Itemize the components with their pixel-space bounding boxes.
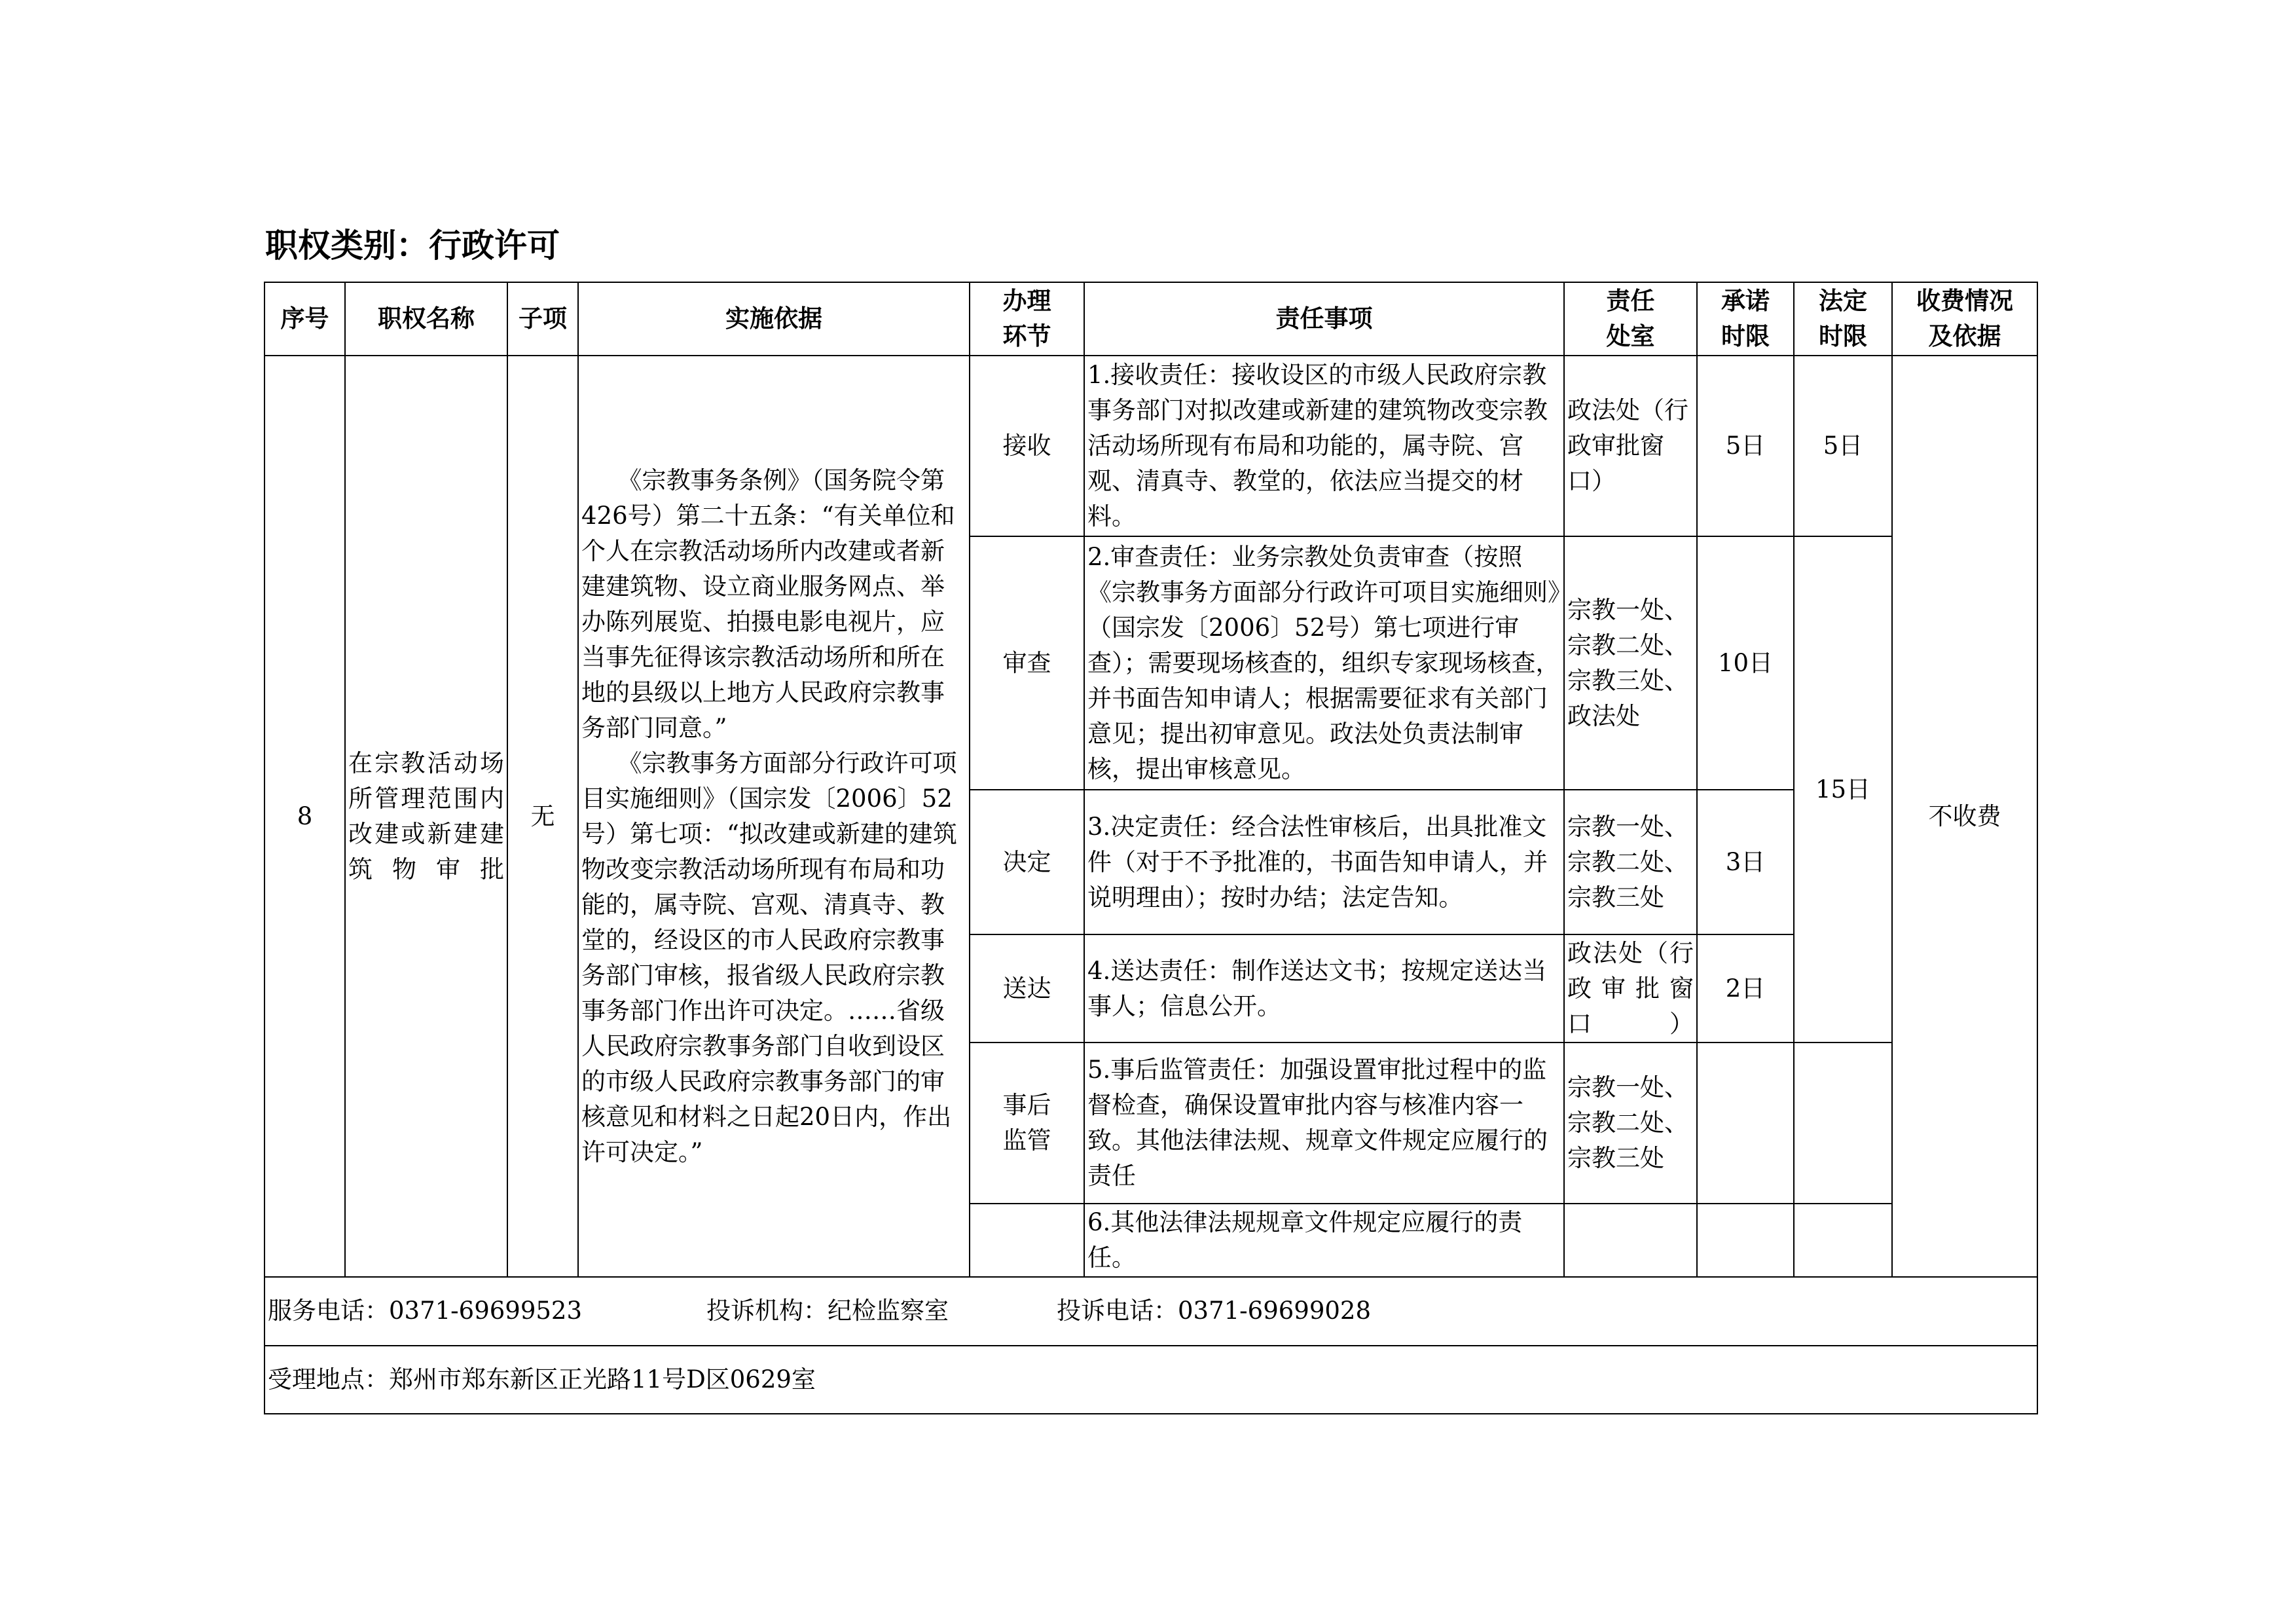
footer-address-row — [264, 1346, 2037, 1414]
cell-dept: 宗教一处、宗教二处、宗教三处 — [1564, 1043, 1697, 1204]
basis-paragraph-2: 《宗教事务方面部分行政许可项目实施细则》（国宗发〔2006〕52号）第七项：“拟改建或新建的建筑物改变宗教活动场所现有布局和功能的，属寺院、宫观、清真寺、教堂的，经设区的市人民政府宗教事务部门审核，报省级人民政府宗教事务部门作出许可决定。……省级人民政府宗教事务部门自收到设区的市级人民政府宗教事务部门的审核意见和材料之日起20日内，作出许可决定。” — [581, 748, 957, 1166]
cell-duty: 2.审查责任：业务宗教处负责审查（按照《宗教事务方面部分行政许可项目实施细则》（国宗发〔2006〕52号）第七项进行审查）；需要现场核查的，组织专家现场核查，并书面告知申请人；根据需要征求有关部门意见；提出初审意见。政法处负责法制审核，提出审核意见。 — [1084, 536, 1564, 790]
table-header-row — [264, 282, 2037, 356]
cell-name: 在宗教活动场所管理范围内改建或新建建筑物审批 — [345, 356, 507, 1277]
cell-stage: 审查 — [970, 536, 1084, 790]
cell-legal — [1794, 1043, 1892, 1204]
table-row — [264, 356, 2037, 536]
cell-stage: 送达 — [970, 934, 1084, 1043]
header-legal-text: 法定时限 — [1819, 287, 1867, 351]
basis-paragraph-1: 《宗教事务条例》（国务院令第426号）第二十五条：“有关单位和个人在宗教活动场所内改建或者新建建筑物、设立商业服务网点、举办陈列展览、拍摄电影电视片，应当事先征得该宗教活动场所和所在地的县级以上地方人民政府宗教事务部门同意。” — [581, 466, 955, 742]
page-title: 职权类别：行政许可 — [265, 227, 560, 265]
header-duty: 责任事项 — [1084, 282, 1564, 356]
cell-dept: 政法处（行政审批窗口） — [1564, 356, 1697, 536]
header-stage-text: 办理环节 — [1002, 287, 1051, 351]
complaint-org: 投诉机构：纪检监察室 — [706, 1297, 949, 1325]
cell-legal — [1794, 1204, 1892, 1277]
cell-promise: 3日 — [1697, 790, 1794, 934]
footer-contact — [264, 1277, 2037, 1345]
cell-stage: 决定 — [970, 790, 1084, 934]
cell-no: 8 — [264, 356, 345, 1277]
authority-table — [264, 282, 2038, 1414]
cell-dept: 政法处（行政审批窗口） — [1564, 934, 1697, 1043]
cell-legal: 5日 — [1794, 356, 1892, 536]
cell-promise: 10日 — [1697, 536, 1794, 790]
cell-dept: 宗教一处、宗教二处、宗教三处 — [1564, 790, 1697, 934]
cell-duty: 6.其他法律法规规章文件规定应履行的责任。 — [1084, 1204, 1564, 1277]
header-subitem: 子项 — [507, 282, 578, 356]
footer-contact-row — [264, 1277, 2037, 1345]
cell-dept: 宗教一处、宗教二处、宗教三处、政法处 — [1564, 536, 1697, 790]
header-dept — [1564, 282, 1697, 356]
cell-stage — [970, 1043, 1084, 1204]
cell-subitem: 无 — [507, 356, 578, 1277]
cell-dept — [1564, 1204, 1697, 1277]
header-promise — [1697, 282, 1794, 356]
header-fee-text: 收费情况及依据 — [1916, 287, 2013, 351]
header-legal — [1794, 282, 1892, 356]
complaint-phone: 投诉电话：0371-69699028 — [1057, 1297, 1371, 1325]
cell-stage — [970, 1204, 1084, 1277]
header-fee — [1892, 282, 2037, 356]
service-phone: 服务电话：0371-69699523 — [268, 1297, 582, 1325]
cell-promise: 2日 — [1697, 934, 1794, 1043]
footer-address: 受理地点：郑州市郑东新区正光路11号D区0629室 — [264, 1346, 2037, 1414]
header-dept-text: 责任处室 — [1606, 287, 1655, 351]
header-stage — [970, 282, 1084, 356]
cell-fee: 不收费 — [1892, 356, 2037, 1277]
header-basis: 实施依据 — [578, 282, 970, 356]
cell-promise — [1697, 1204, 1794, 1277]
cell-promise: 5日 — [1697, 356, 1794, 536]
stage-text: 事后监管 — [1002, 1091, 1051, 1155]
cell-duty: 5.事后监管责任：加强设置审批过程中的监督检查，确保设置审批内容与核准内容一致。其他法律法规、规章文件规定应履行的责任 — [1084, 1043, 1564, 1204]
header-name: 职权名称 — [345, 282, 507, 356]
cell-duty: 1.接收责任：接收设区的市级人民政府宗教事务部门对拟改建或新建的建筑物改变宗教活动场所现有布局和功能的，属寺院、宫观、清真寺、教堂的，依法应当提交的材料。 — [1084, 356, 1564, 536]
cell-promise — [1697, 1043, 1794, 1204]
cell-basis — [578, 356, 970, 1277]
cell-legal-merged: 15日 — [1794, 536, 1892, 1043]
header-no: 序号 — [264, 282, 345, 356]
cell-duty: 3.决定责任：经合法性审核后，出具批准文件（对于不予批准的，书面告知申请人，并说明理由）；按时办结；法定告知。 — [1084, 790, 1564, 934]
cell-stage: 接收 — [970, 356, 1084, 536]
cell-duty: 4.送达责任：制作送达文书；按规定送达当事人；信息公开。 — [1084, 934, 1564, 1043]
header-promise-text: 承诺时限 — [1721, 287, 1770, 351]
